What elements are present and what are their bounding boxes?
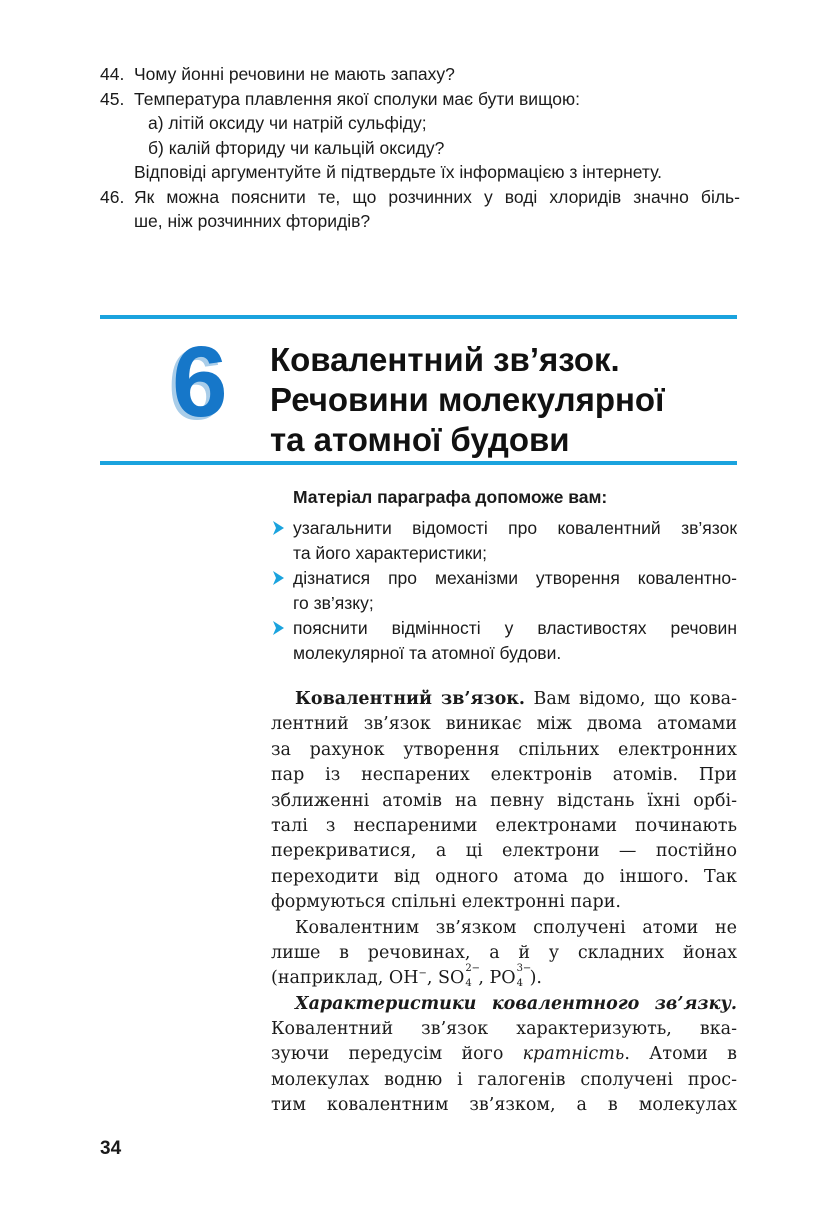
paragraph-heading: Характеристики ковалентного зв’язку. (295, 993, 737, 1014)
paragraph-3-line: тим ковалентним зв’язком, а в молекулах (271, 1095, 737, 1116)
section-title-line: та атомної будови (270, 421, 570, 458)
question-45-option-b: б) калій фториду чи кальцій оксиду? (148, 137, 445, 158)
paragraph-1-line: формуються спільні електронні пари. (271, 892, 621, 913)
paragraph-3-line: молекулах водню і галогенів сполучені прос- (271, 1069, 737, 1090)
page-number: 34 (100, 1138, 122, 1159)
paragraph-2-line: Ковалентним зв’язком сполучені атоми не (295, 917, 737, 938)
question-45-option-a: а) літій оксиду чи натрій сульфіду; (148, 113, 427, 133)
section-title-line: Речовини молекулярної (270, 381, 665, 418)
paragraph-heading: Ковалентний зв’язок. (295, 689, 525, 709)
so4-indices: 2− 4 (465, 963, 481, 990)
chevron-right-icon (271, 519, 287, 537)
paragraph-1-line: пар із неспарених електронів атомів. При (271, 765, 737, 786)
chevron-right-icon (271, 569, 287, 587)
goal-item: узагальнити відомості про ковалентний зв’язок та його характеристики; (271, 516, 737, 566)
learning-goals (271, 485, 737, 666)
emphasis-term: кратність (522, 1044, 625, 1065)
question-44: 44. Чому йонні речовини не мають запаху? (100, 64, 455, 84)
goal-item: дізнатися про механізми утворення ковалентно- го зв’язку; (271, 566, 737, 616)
question-45-note: Відповіді аргументуйте й підтвердьте їх інформацією з інтернету. (134, 162, 662, 182)
paragraph-1-line: лентний зв’язок виникає між двома атомами (271, 714, 737, 735)
section-number: 6 (172, 326, 228, 438)
paragraph-3-line: Ковалентний зв’язок характеризують, вка- (271, 1019, 737, 1040)
question-45: 45. Температура плавлення якої сполуки має бути вищою: (100, 88, 580, 109)
po4-indices: 3− 4 (516, 963, 532, 990)
paragraph-1-line: за рахунок утворення спільних електронних (271, 739, 737, 760)
paragraph-2-formula-line: (наприклад, OH−, SO 2− 4 , PO 3− 4 ). (271, 963, 542, 990)
paragraph-3-line: зуючи передусім його кратність. Атоми в (271, 1044, 737, 1065)
question-46-continuation: ше, ніж розчинних фторидів? (134, 211, 371, 231)
chevron-right-icon (271, 619, 287, 637)
questions-block (100, 62, 740, 234)
section-rule-top (100, 315, 737, 319)
paragraph-1-line: Ковалентний зв’язок. Вам відомо, що кова- (295, 689, 738, 709)
main-text (271, 687, 737, 1119)
paragraph-1-line: перекриватися, а ці електрони — постійно (271, 841, 737, 862)
goals-intro: Матеріал параграфа допоможе вам: (293, 487, 608, 507)
paragraph-3-line (271, 992, 737, 1017)
paragraph-1-line: талі з неспареними електронами починають (271, 815, 737, 836)
paragraph-1-line: зближенні атомів на певну відстань їхні орбі- (271, 790, 737, 811)
question-46: 46. Як можна пояснити те, що розчинних у воді хлоридів значно біль- (100, 186, 740, 207)
goal-item: пояснити відмінності у властивостях речовин молекулярної та атомної будови. (271, 616, 737, 666)
paragraph-1-line: переходити від одного атома до іншого. Так (271, 866, 737, 887)
section-title (270, 340, 664, 460)
section-rule-bottom (100, 461, 737, 465)
section-title-line: Ковалентний зв’язок. (270, 341, 620, 378)
paragraph-2-line: лише в речовинах, а й у складних йонах (271, 942, 737, 963)
